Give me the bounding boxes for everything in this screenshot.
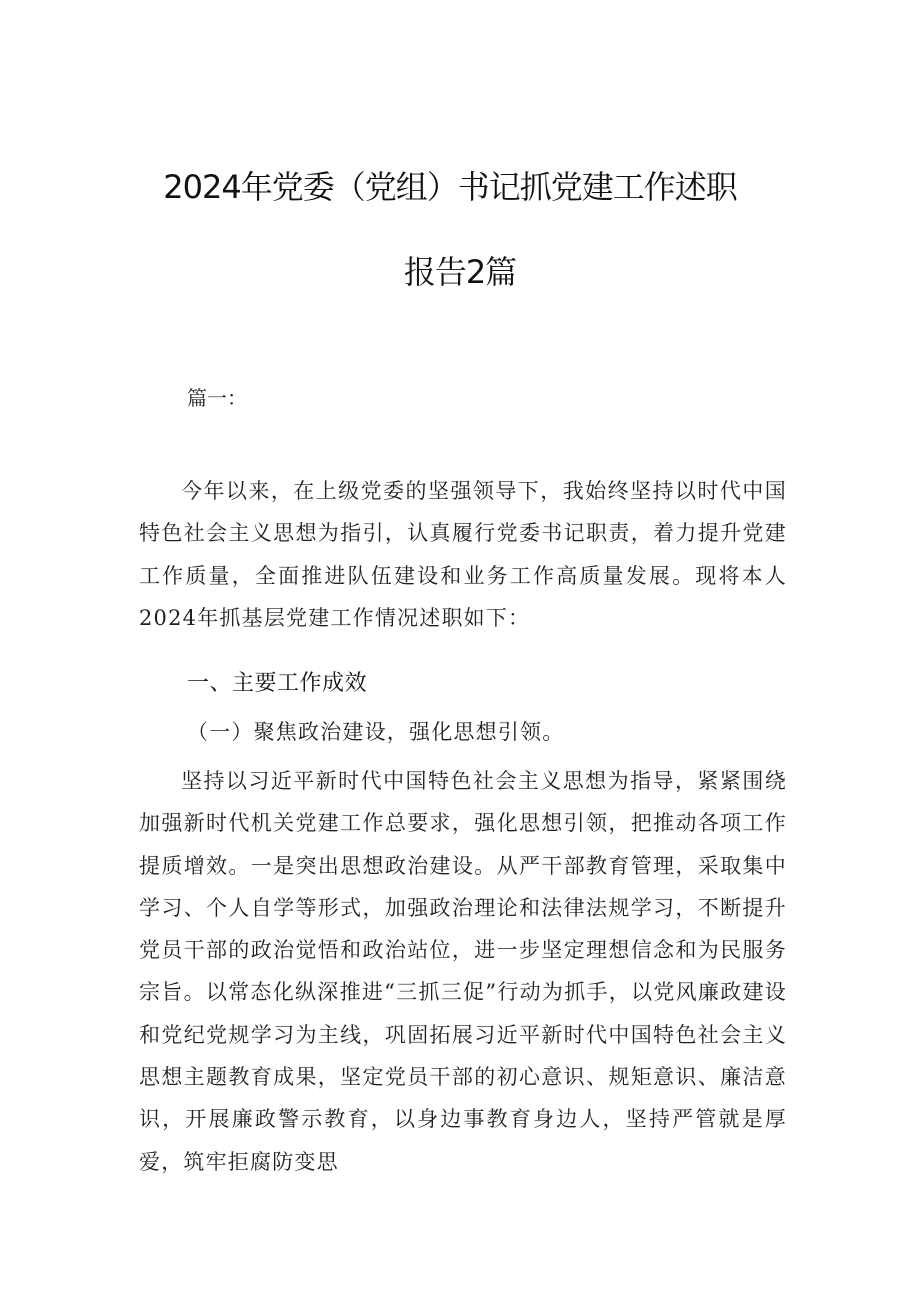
section-heading-main-achievements: 一、主要工作成效 (187, 671, 368, 696)
subsection-heading-political-building: （一）聚焦政治建设，强化思想引领。 (187, 720, 565, 744)
document-title-line-1: 2024年党委（党组）书记抓党建工作述职 (163, 168, 737, 206)
section-label: 篇一： (187, 386, 247, 410)
intro-paragraph: 今年以来，在上级党委的坚强领导下，我始终坚持以时代中国特色社会主义思想为指引，认真履行党委书记职责，着力提升党建工作质量，全面推进队伍建设和业务工作高质量发展。现将本人2024年抓基层党建工作情况述职如下： (139, 479, 787, 630)
body-paragraph: 坚持以习近平新时代中国特色社会主义思想为指导，紧紧围绕加强新时代机关党建工作总要求，强化思想引领，把推动各项工作提质增效。一是突出思想政治建设。从严干部教育管理，采取集中学习、个人自学等形式，加强政治理论和法律法规学习，不断提升党员干部的政治觉悟和政治站位，进一步坚定理想信念和为民服务宗旨。以常态化纵深推进“三抓三促”行动为抓手，以党风廉政建设和党纪党规学习为主线，巩固拓展习近平新时代中国特色社会主义思想主题教育成果，坚定党员干部的初心意识、规矩意识、廉洁意识，开展廉政警示教育，以身边事教育身边人，坚持严管就是厚爱，筑牢拒腐防变思 (139, 769, 787, 1174)
document-title-line-2: 报告2篇 (403, 253, 517, 291)
